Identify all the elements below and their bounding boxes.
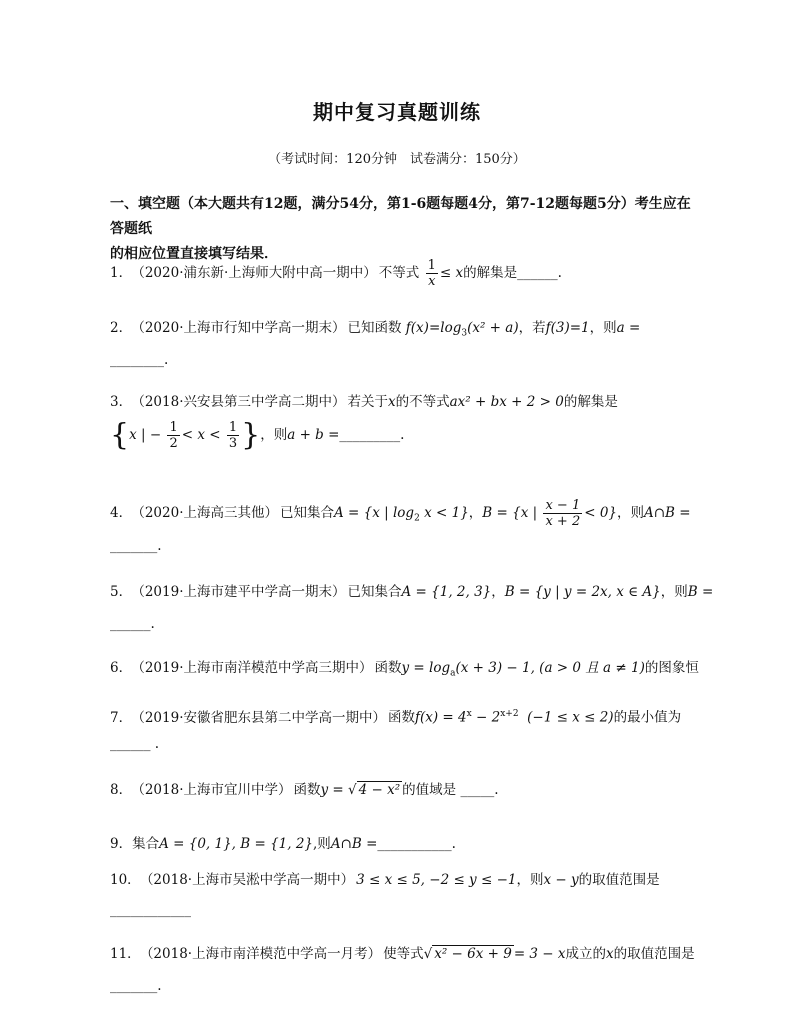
question-number: 10． <box>110 872 141 888</box>
question-source: （2018·兴安县第三中学高二期中） <box>138 394 346 410</box>
question-text: 若关于 <box>347 394 388 410</box>
fraction <box>426 258 438 289</box>
math-expression: x < 1} <box>419 505 469 521</box>
question-6 <box>110 658 700 684</box>
exam-info: （考试时间：120分钟 试卷满分：150分） <box>268 152 526 167</box>
math-expression: y = log <box>401 660 451 676</box>
sqrt-sign: √ <box>348 782 357 798</box>
question-source: （2018·上海市宜川中学） <box>138 782 292 798</box>
fraction <box>227 420 239 451</box>
question-text: 函数 <box>388 709 415 726</box>
question-text: ，则 <box>617 505 644 521</box>
sqrt-sign: √ <box>423 946 433 962</box>
question-10 <box>110 870 700 890</box>
question-number: 11． <box>110 946 141 962</box>
question-number: 2． <box>110 320 133 336</box>
question-text: 的图象恒 <box>644 660 699 676</box>
question-5 <box>110 582 714 602</box>
question-text: 成立的 <box>565 946 607 962</box>
question-text: 的解集是______. <box>463 265 562 281</box>
question-text: 使等式 <box>383 946 424 962</box>
question-text: ， <box>491 584 505 600</box>
fraction-numerator: x − 1 <box>545 498 581 513</box>
math-expression: A = {x | log <box>334 505 415 521</box>
question-11 <box>110 944 700 964</box>
question-text: 的取值范围是 <box>613 946 695 962</box>
math-expression: − 2 <box>471 709 501 726</box>
math-variable: x <box>388 394 396 410</box>
page-title: 期中复习真题训练 <box>313 100 481 124</box>
fraction <box>167 420 179 451</box>
math-expression: 3 ≤ x ≤ 5, −2 ≤ y ≤ −1 <box>356 872 517 888</box>
question-source: （2019·安徽省肥东县第二中学高一期中） <box>138 709 386 726</box>
question-source: （2018·上海市南洋模范中学高一月考） <box>146 946 382 962</box>
question-source: （2020·上海高三其他） <box>138 505 278 521</box>
answer-blank: _____. <box>460 782 499 798</box>
question-text: ,则 <box>313 836 331 852</box>
math-expression: f(3)=1 <box>545 320 590 336</box>
question-3 <box>110 392 700 412</box>
math-expression: x | − <box>129 427 162 443</box>
math-expression: x − y <box>543 872 579 888</box>
question-7 <box>110 704 700 728</box>
section-heading-line-1: 一、填空题（本大题共有12题，满分54分，第1-6题每题4分，第7-12题每题5分）考生应在答题纸 <box>110 196 691 237</box>
question-source: （2019·上海市南洋模范中学高三期中） <box>138 660 373 676</box>
math-expression: B = {y | y = 2x, x ∈ A} <box>504 584 661 600</box>
section-heading-line-2: 的相应位置直接填写结果． <box>110 246 278 262</box>
math-expression: < x < <box>181 427 221 443</box>
right-brace: } <box>241 417 261 453</box>
radicand: 4 − x² <box>358 782 401 798</box>
question-source: （2020·上海市行知中学高一期末） <box>138 320 346 336</box>
question-number: 1． <box>110 265 133 281</box>
question-text: ，则 <box>589 320 617 336</box>
fraction-denominator: 2 <box>169 436 178 451</box>
math-expression: f(x) = 4 <box>415 709 467 726</box>
question-text: 函数 <box>293 782 321 798</box>
question-3-continued <box>110 417 700 460</box>
math-expression: ≤ x <box>439 265 464 281</box>
question-source: （2019·上海市建平中学高一期末） <box>138 584 346 600</box>
question-4 <box>110 498 700 529</box>
math-expression: B = {x | <box>482 505 538 521</box>
math-variable: x <box>606 946 614 962</box>
log-base: 2 <box>414 513 420 524</box>
question-number: 8． <box>110 782 133 798</box>
question-text: ，则 <box>660 584 688 600</box>
left-brace: { <box>110 417 130 453</box>
log-base: a <box>450 668 456 679</box>
math-expression: y = <box>320 782 344 798</box>
question-text: 函数 <box>374 660 402 676</box>
question-8 <box>110 780 700 800</box>
question-9 <box>110 834 700 854</box>
question-number: 4． <box>110 505 133 521</box>
question-text: 不等式 <box>378 265 420 281</box>
fraction-denominator: x <box>428 274 436 289</box>
question-text: 已知集合 <box>347 584 402 600</box>
answer-blank: ______ . <box>110 736 160 752</box>
question-text: 的取值范围是 <box>578 872 660 888</box>
question-text: 的最小值为 <box>613 709 682 726</box>
question-text: 集合 <box>132 836 160 852</box>
answer-blank: ___________. <box>377 836 456 852</box>
math-expression: f(x)=log <box>405 320 462 336</box>
fraction-numerator: 1 <box>228 420 238 435</box>
question-text: 已知函数 <box>347 320 402 336</box>
question-text: 的值域是 <box>402 782 457 798</box>
exponent: x <box>466 709 472 719</box>
question-text: 的解集是 <box>563 394 618 410</box>
question-source: （2018·上海市吴淞中学高一期中） <box>146 872 355 888</box>
section-heading <box>110 192 700 267</box>
fraction <box>543 498 582 529</box>
answer-blank: ____________ <box>110 902 191 918</box>
question-text: ，则 <box>516 872 544 888</box>
exponent: x+2 <box>500 709 519 719</box>
math-expression: B = <box>687 584 714 600</box>
math-expression: A∩B = <box>330 836 378 852</box>
math-expression: A = {0, 1}, B = {1, 2} <box>159 836 314 852</box>
question-2 <box>110 318 700 344</box>
question-text: ，则 <box>260 427 288 443</box>
question-number: 5． <box>110 584 133 600</box>
question-1 <box>110 258 700 289</box>
question-text: 的不等式 <box>395 394 450 410</box>
answer-blank: ______. <box>110 616 155 632</box>
math-expression: ax² + bx + 2 > 0 <box>449 394 564 410</box>
answer-blank: _________. <box>339 427 405 443</box>
question-text: ， <box>468 505 483 521</box>
answer-blank: _______. <box>110 978 162 994</box>
fraction-denominator: x + 2 <box>545 514 581 529</box>
question-number: 3． <box>110 394 133 410</box>
question-text: 已知集合 <box>280 505 334 521</box>
math-expression: A = {1, 2, 3} <box>401 584 492 600</box>
math-expression: (−1 ≤ x ≤ 2) <box>527 709 614 726</box>
answer-blank: ________. <box>110 352 169 368</box>
log-base: 3 <box>461 328 468 339</box>
fraction-denominator: 3 <box>228 436 238 451</box>
fraction-numerator: 1 <box>169 420 178 435</box>
fraction-numerator: 1 <box>427 258 436 273</box>
math-expression: A∩B = <box>644 505 691 521</box>
radicand: x² − 6x + 9 <box>434 946 512 962</box>
math-expression: (x² + a) <box>467 320 519 336</box>
math-expression: (x + 3) − 1, (a > 0 且 a ≠ 1) <box>455 660 645 676</box>
math-expression: = 3 − x <box>513 946 566 962</box>
math-expression: a = <box>616 320 641 336</box>
question-source: （2020·浦东新·上海师大附中高一期中） <box>138 265 377 281</box>
question-number: 9． <box>110 836 133 852</box>
answer-blank: _______. <box>110 538 162 554</box>
math-expression: < 0} <box>584 505 617 521</box>
question-number: 7． <box>110 709 133 726</box>
math-expression: a + b = <box>287 427 340 443</box>
question-text: ，若 <box>518 320 546 336</box>
question-number: 6． <box>110 660 133 676</box>
